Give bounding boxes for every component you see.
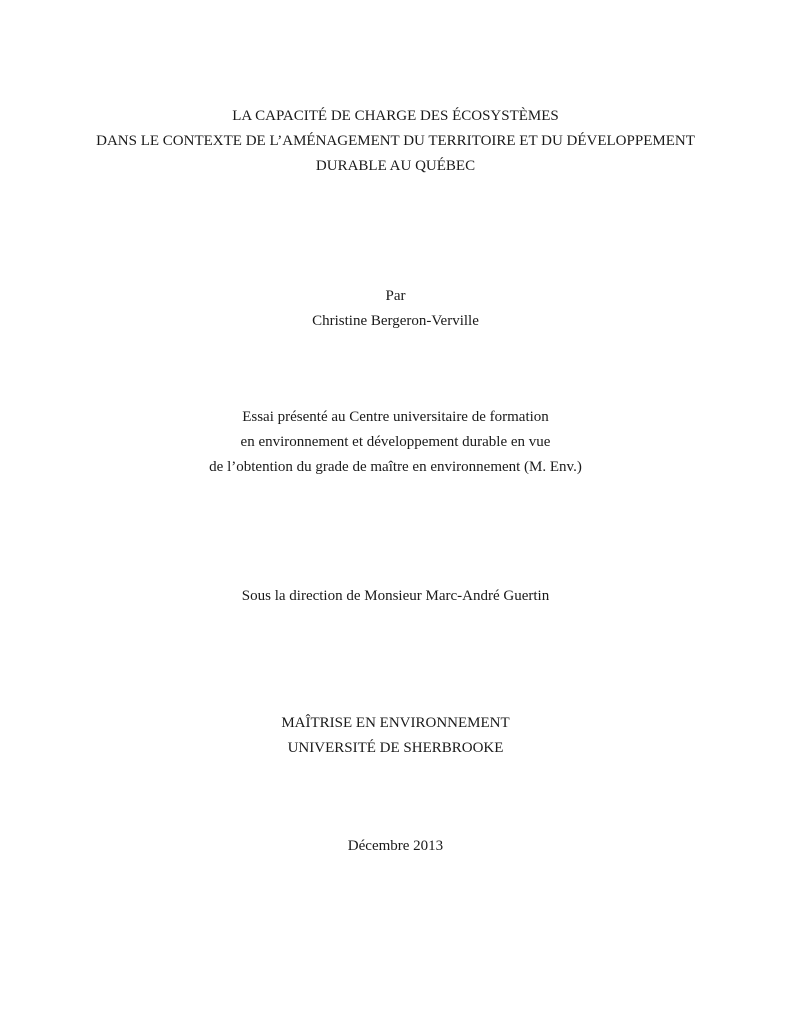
institution-section — [0, 711, 791, 761]
essay-line-1: Essai présenté au Centre universitaire de formation — [242, 409, 549, 425]
date-section — [0, 834, 791, 859]
publication-date: Décembre 2013 — [347, 838, 444, 854]
document-title — [0, 104, 791, 179]
essay-line-2: en environnement et développement durable en vue — [240, 434, 551, 450]
supervision-section — [0, 584, 791, 609]
title-line-3: DURABLE AU QUÉBEC — [315, 158, 476, 174]
title-line-2: DANS LE CONTEXTE DE L’AMÉNAGEMENT DU TERRITOIRE ET DU DÉVELOPPEMENT — [96, 133, 695, 149]
university-name: UNIVERSITÉ DE SHERBROOKE — [287, 740, 504, 756]
essay-description — [0, 405, 791, 480]
author-section — [0, 284, 791, 334]
by-label: Par — [385, 288, 406, 304]
title-line-1: LA CAPACITÉ DE CHARGE DES ÉCOSYSTÈMES — [232, 108, 559, 124]
author-name: Christine Bergeron-Verville — [312, 313, 479, 329]
supervisor-line: Sous la direction de Monsieur Marc-André Guertin — [241, 588, 550, 604]
program-name: MAÎTRISE EN ENVIRONNEMENT — [281, 715, 510, 731]
essay-line-3: de l’obtention du grade de maître en environnement (M. Env.) — [209, 459, 582, 475]
